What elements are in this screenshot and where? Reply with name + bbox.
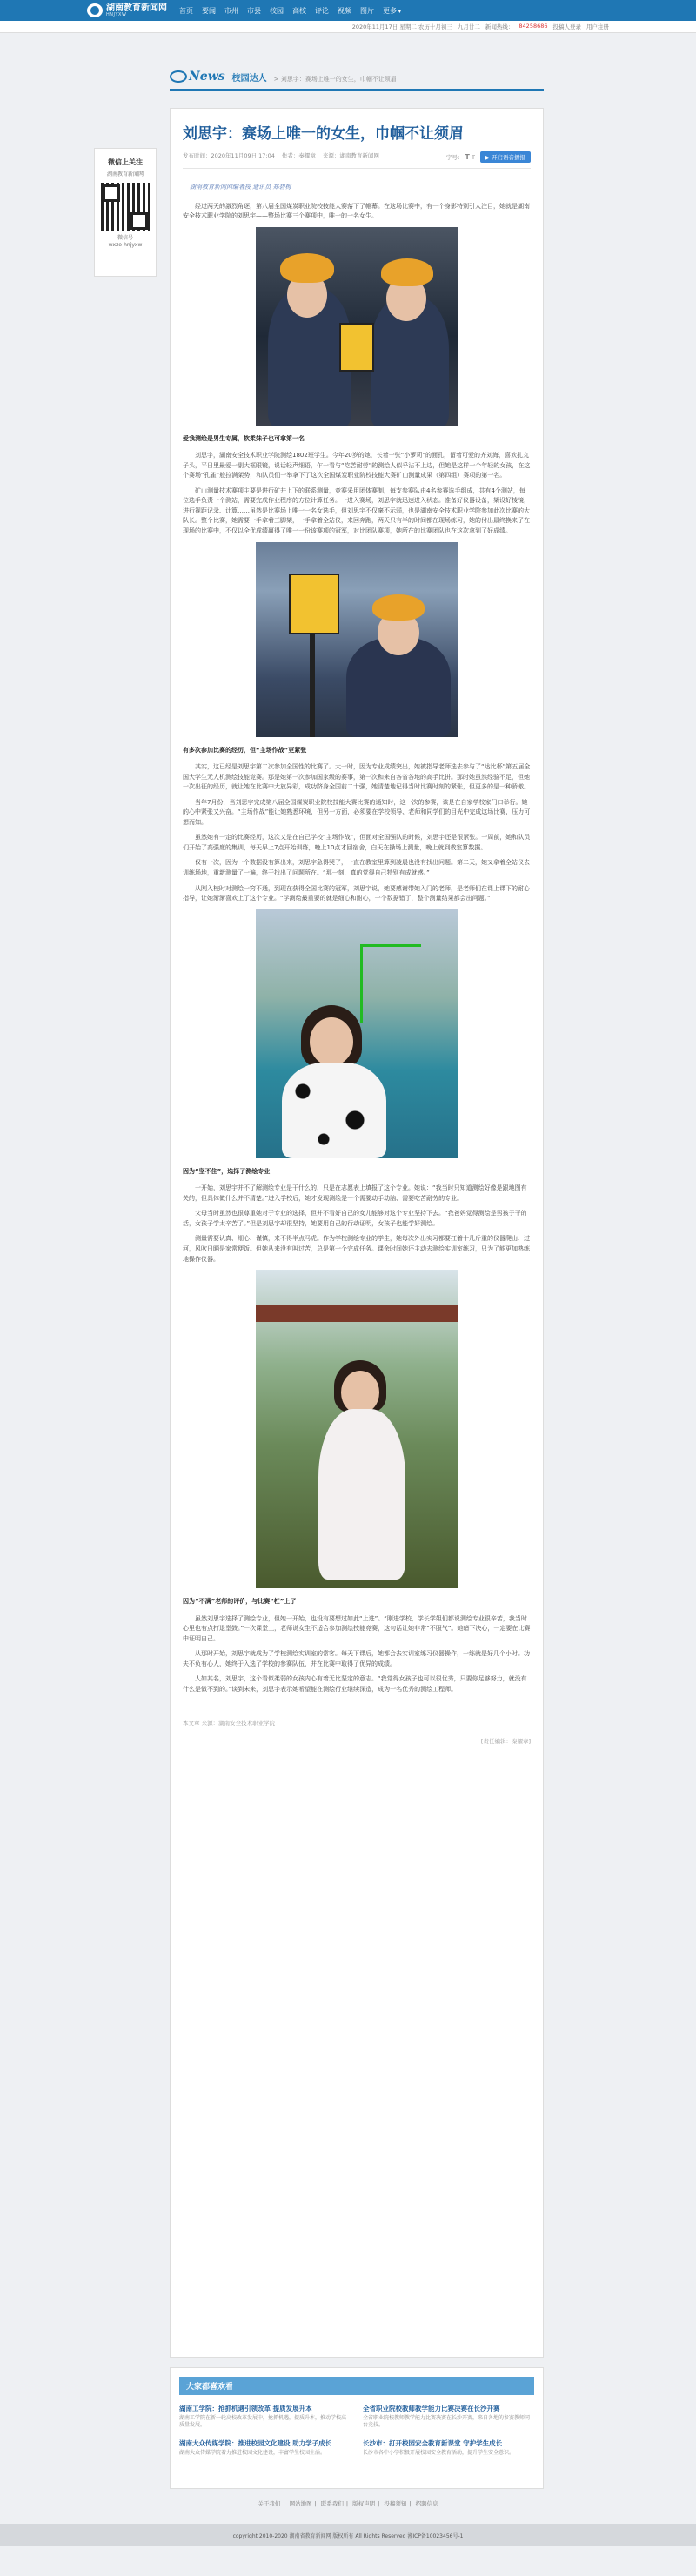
qr-code-icon [101, 183, 150, 231]
voice-playback-button[interactable]: ▶ 开启语音播报 [480, 151, 531, 163]
recommended-item-desc: 湖南大众传媒学院着力推进校园文化建设，丰富学生校园生活。 [179, 2449, 326, 2456]
news-brand[interactable] [170, 70, 225, 84]
tripod-leg [310, 634, 315, 737]
article-photo-portrait-court [256, 909, 458, 1158]
recommended-item-title[interactable]: 湖南工学院：抢抓机遇引领改革 提质发展升本 [179, 2405, 312, 2412]
paragraph: 从那时开始，刘思宇就成为了学校测绘实训室的常客。每天下课后，她都会去实训室练习仪器操作，一练就是好几个小时。功夫不负有心人，她终于入选了学校的参赛队伍，并在比赛中取得了优异的成绩。 [183, 1650, 530, 1667]
register-link[interactable]: 用户注册 [586, 23, 609, 30]
copyright-text: copyright 2010-2020 湖南省教育新闻网 版权所有 All Rights Reserved 湘ICP备10023456号-1 [232, 2533, 464, 2539]
total-station-instrument [339, 323, 374, 372]
hotline-label: 新闻热线： [485, 23, 514, 30]
paragraph: 虽然她有一定的比赛经历，这次又是在自己学校“主场作战”，但面对全国强队的时候，刘思宇还是很紧张。一周前，她和队员们开始了高强度的集训，每天早上7点开始训练，晚上10点才回宿舍，白天在操场上测量，晚上就到教室算数据。 [183, 834, 531, 851]
nav-item-county[interactable]: 市县 [247, 6, 261, 15]
font-size-control [446, 153, 475, 161]
article-photo-surveying [256, 227, 458, 426]
brand-word: News [189, 70, 225, 84]
cow-print-outfit [282, 1063, 386, 1158]
nav-item-photo[interactable]: 图片 [360, 6, 374, 15]
paragraph: 测量需要认真、细心、谨慎，来不得半点马虎。作为学校测绘专业的学生，她每次外出实习都要扛着十几斤重的仪器爬山、过河，风吹日晒是家常便饭。但她从来没有叫过苦，总是第一个完成任务。课余时间她还主动去测绘实训室练习，只为了能更加熟练地操作仪器。 [183, 1235, 530, 1263]
follow-title: 微信上关注 [108, 158, 143, 166]
paragraph: 从刚入校时对测绘一窍不通，到现在获得全国比赛的冠军，刘思宇说，她要感谢带她入门的老师，是老师们在课上课下的耐心指导，让她渐渐喜欢上了这个专业。“学测绘最重要的就是细心和耐心，一个数据错了，整个测量结果都会出问题。” [183, 884, 530, 902]
recommended-item[interactable] [179, 2404, 351, 2430]
nav-item-news[interactable]: 要闻 [202, 6, 216, 15]
site-logo[interactable] [87, 3, 167, 17]
font-small-button[interactable]: T [471, 154, 475, 161]
building-roof [256, 1305, 458, 1322]
recommended-item-desc: 湖南工学院在新一轮高校改革发展中，抢抓机遇，提质升本，推动学校高质量发展。 [179, 2415, 347, 2429]
footer-link-jobs[interactable]: 招聘信息 [415, 2500, 438, 2507]
paragraph: 父母当时虽然也很尊重她对于专业的选择，但并不看好自己的女儿能够对这个专业坚持下去。“我爸妈觉得测绘是男孩子干的活，女孩子学太辛苦了。”但是刘思宇却很坚持，她要用自己的行动证明，女孩子也能学好测绘。 [183, 1210, 527, 1227]
footer-link-contact[interactable]: 联系我们 [320, 2500, 344, 2507]
portrait-face [341, 1371, 379, 1414]
article-source: 来源：湖南教育新闻网 [322, 152, 379, 159]
font-size-label: 字号： [445, 154, 464, 161]
nav-item-city[interactable]: 市州 [224, 6, 238, 15]
responsible-editor: [责任编辑：秦耀章] [480, 1738, 531, 1746]
logo-name: 湖南教育新闻网 [106, 3, 167, 13]
utility-bar [0, 21, 696, 33]
footer-copyright [0, 2524, 696, 2546]
nav-item-home[interactable]: 首页 [179, 6, 193, 15]
nav-item-more[interactable]: 更多 ▾ [383, 6, 401, 16]
paragraph: 当年7月份，当刘思宇完成第八届全国煤炭职业院校技能大赛比赛的通知时，这一次的参赛，该是在自家学校家门口举行。她的心中紧张又兴奋。“主场作战”能让她熟悉环境，但另一方面，必须要在学校领导、老师和同学们的目光中完成这场比赛，压力可想而知。 [183, 798, 531, 826]
nav-item-campus[interactable]: 校园 [270, 6, 284, 15]
subheading: 有多次参加比赛的经历，但“主场作战”更紧张 [183, 746, 307, 754]
subheading: 爱我测绘是男生专属，软柔妹子也可拿第一名 [183, 434, 304, 442]
article-photo-competition [256, 542, 458, 737]
recommended-panel [170, 2367, 544, 2489]
logo-en: HNJYXW [106, 11, 127, 17]
paragraph: 刘思宇，湖南安全技术职业学院测绘1802班学生。今年20岁的她，长着一张“小萝莉”的面孔，留着可爱的齐刘海，喜欢扎丸子头，平日里最爱一副大框眼镜，说话轻声细语，乍一看与“吃苦耐劳”的测绘人似乎沾不上边，但她是这样一个年轻的女孩，在这个赛场“孔雀”般拉满架势，和队员们一举拿下了这次全国煤炭职业院校技能大赛矿山测量成果（第四组）赛项的第一名。 [183, 452, 531, 480]
helmet-left [280, 253, 334, 283]
recommended-item[interactable] [363, 2404, 534, 2430]
follow-subtitle: 湖南教育新闻网 [106, 171, 144, 178]
follow-account: wxze-hnjyxw [108, 242, 143, 249]
top-navbar [0, 0, 696, 21]
article-author: 作者：秦耀章 [281, 152, 316, 159]
recommended-item[interactable] [363, 2438, 534, 2457]
article-meta [183, 151, 531, 169]
breadcrumb: > 刘思宇：赛场上唯一的女生，巾帼不让须眉 [273, 76, 397, 83]
main-nav [179, 6, 401, 16]
student-helmet [372, 594, 425, 621]
follow-scan-label: 微信号 [117, 235, 133, 241]
helmet-right [381, 258, 433, 286]
paragraph: 人如其名，刘思宇，这个看似柔弱的女孩内心有着无比坚定的意志。“我觉得女孩子也可以很优秀，只要你足够努力，就没有什么是做不到的。”谈到未来，刘思宇表示她希望能在测绘行业继续深造，成为一名优秀的测绘工程师。 [183, 1675, 527, 1693]
contributor-login-link[interactable]: 投稿人登录 [552, 23, 581, 30]
paragraph: 经过两天的激烈角逐，第八届全国煤炭职业院校技能大赛落下了帷幕。在这场比赛中，有一个身影特别引人注目，她就是湖南安全技术职业学院的刘思宇——整场比赛三个赛项中，唯一的一名女生。 [183, 202, 530, 220]
white-dress [318, 1409, 405, 1580]
footer-link-copyright[interactable]: 版权声明 [352, 2500, 376, 2507]
publish-time: 发布时间：2020年11月09日 17:04 [183, 152, 275, 159]
footer-link-sitemap[interactable]: 网站地图 [289, 2500, 312, 2507]
article-photo-portrait-garden [256, 1270, 458, 1588]
footer-link-submit[interactable]: 投稿须知 [384, 2500, 407, 2507]
footer-links: 关于我们 | 网站地图 | 联系我们 | 版权声明 | 投稿须知 | 招聘信息 [258, 2500, 438, 2507]
paragraph: 其实，这已经是刘思宇第二次参加全国性的比赛了。大一时，因为专业成绩突出，她被指导老师选去参与了“达比杯”第五届全国大学生无人机测绘技能竞赛。那是她第一次参加国家级的赛事，第一次和来自各省各地的高手比拼。那时她虽然经验不足，但她一次出征的经历，就让她在比赛中大放异彩，成功跻身全国前二十强，她清楚地记得当时比赛时刻的紧张，但更多的是一种骄傲。 [183, 763, 531, 791]
recommended-item-desc: 全省职业院校教师教学能力比赛决赛在长沙开赛，来自各地的参赛教师同台竞技。 [363, 2415, 531, 2429]
paragraph: 一开始，刘思宇并不了解测绘专业是干什么的，只是在志愿表上填报了这个专业。她说：“我当时只知道测绘好像是跟地图有关的，但具体做什么并不清楚。”进入学校后，她才发现测绘是一个需要动手动脑、需要吃苦耐劳的专业。 [183, 1184, 527, 1202]
recommended-item[interactable] [179, 2438, 351, 2457]
font-large-button[interactable]: T [465, 153, 470, 161]
logo-icon [87, 3, 103, 17]
paragraph: 矿山测量技术赛项主要是进行矿井上下的联系测量，竞赛采用团体赛制，每支参赛队由4名参赛选手组成，共有4个测站，每位选手负责一个测站，需要完成作业程序的方位计算任务。一进入赛场，刘思宇就迅速进入状态。准备好仪器设备，架设好棱镜，进行视距记录、计算……虽然是比赛场上唯一一名女选手，但刘思宇不仅毫不示弱，也是湖南安全技术职业学院参加此次比赛的大队长。整个比赛，她需要一手拿着三脚架，一手拿着全站仪，来回奔跑，两天只有半的时间都在现场练习，她的付出最终换来了在现场的比赛中，不仅以全优成绩赢得了唯一一份该赛项的冠军，对比团队赛项，她所在的比赛团队也在这次拿到了好成绩。 [183, 486, 530, 535]
lunar-date: 九月廿二 [457, 23, 480, 30]
article-title: 刘思宇：赛场上唯一的女生，巾帼不让须眉 [183, 125, 464, 143]
hotline-number: 84258686 [519, 23, 548, 30]
page-header [170, 61, 544, 91]
editor-note: 湖南教育新闻网编者按 通讯员 郑碧梅 [190, 184, 291, 191]
footer-link-about[interactable]: 关于我们 [258, 2500, 281, 2507]
recommended-item-title[interactable]: 长沙市：打开校园安全教育新课堂 守护学生成长 [363, 2438, 503, 2447]
recommended-title: 大家都喜欢看 [179, 2377, 534, 2395]
recommended-item-title[interactable]: 湖南大众传媒学院：推进校园文化建设 助力学子成长 [179, 2438, 332, 2447]
paragraph: 仅有一次，因为一个数据没有算出来，刘思宇急得哭了，一直在教室里算到凌晨也没有找出问题。第二天，她又拿着全站仪去训练场地，重新测量了一遍，终于找出了问题所在。“那一刻，真的觉得自己特别有成就感。” [183, 859, 530, 877]
article-content [183, 183, 531, 1747]
recommended-item-desc: 长沙市各中小学积极开展校园安全教育活动，提升学生安全意识。 [363, 2449, 515, 2456]
nav-item-university[interactable]: 高校 [292, 6, 306, 15]
wechat-follow-box [94, 148, 157, 277]
subheading: 因为“不满”老师的评价，与比赛“杠”上了 [183, 1598, 297, 1606]
article-panel [170, 108, 544, 2358]
section-title[interactable]: 校园达人 [231, 74, 267, 84]
recommended-item-title[interactable]: 全省职业院校教师教学能力比赛决赛在长沙开赛 [363, 2405, 500, 2412]
nav-item-video[interactable]: 视频 [338, 6, 351, 15]
article-source-note: 本文章 来源：湖南安全技术职业学院 [183, 1720, 276, 1727]
portrait-face [310, 1017, 353, 1066]
subheading: 因为“坚不住”，选择了测绘专业 [183, 1167, 271, 1175]
basketball-hoop [360, 944, 421, 1023]
current-date: 2020年11月17日 星期二 农历十月初三 [351, 23, 452, 30]
brand-ring-icon [170, 70, 187, 83]
nav-item-comment[interactable]: 评论 [315, 6, 329, 15]
total-station-instrument [289, 574, 339, 634]
paragraph: 虽然刘思宇选择了测绘专业，但她一开始，也没有要想过如此“上进”。“刚进学校，学长学姐们都说测绘专业很辛苦，我当时心里也有点打退堂鼓。”一次课堂上，老师说女生不适合参加测绘技能竞赛，这句话让她非常“不服气”。她暗下决心，一定要在比赛中证明自己。 [183, 1614, 531, 1642]
